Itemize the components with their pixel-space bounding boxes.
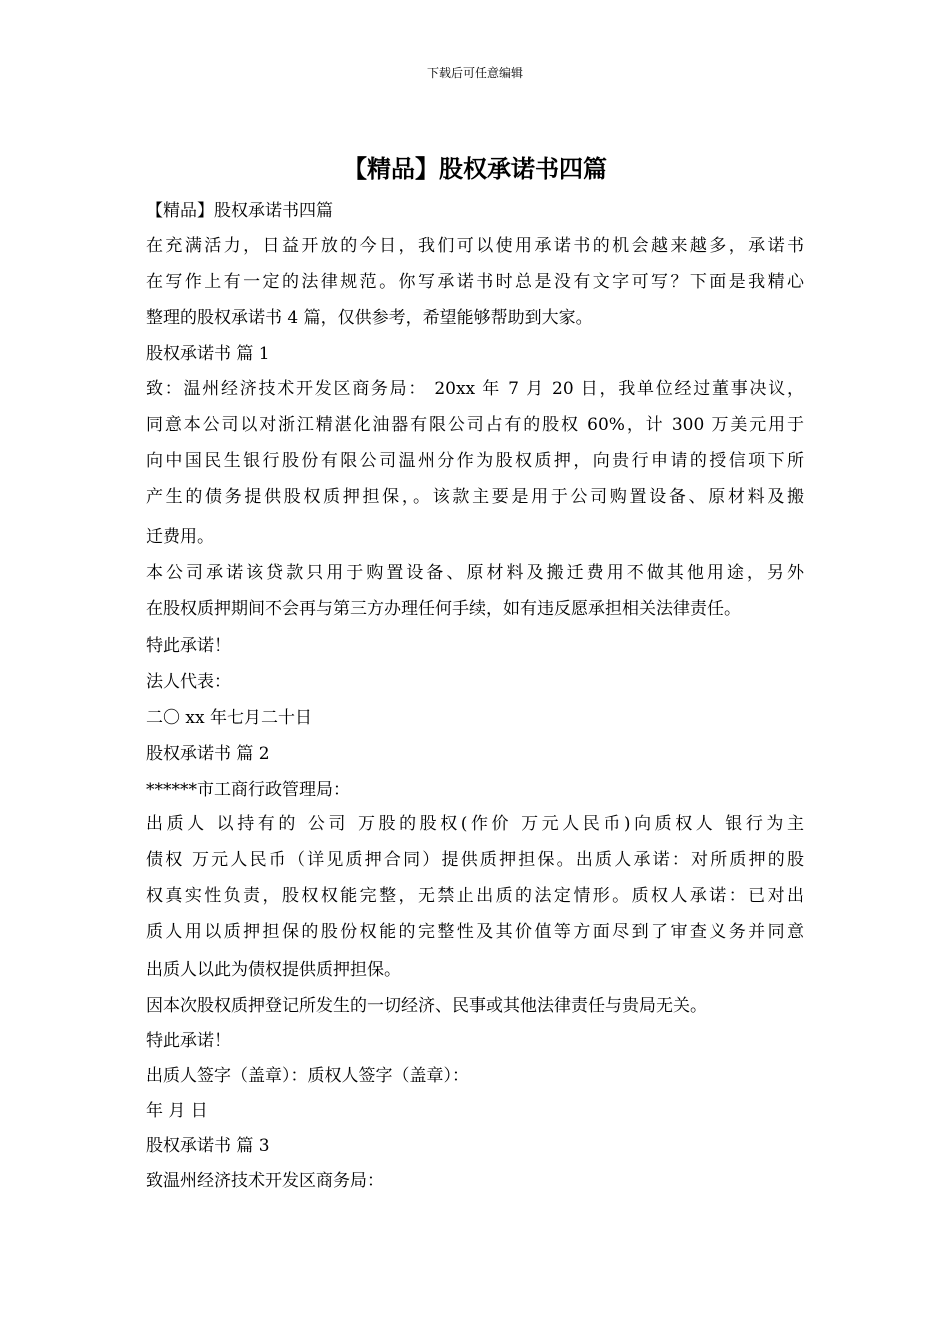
p3-line-3: 权真实性负责，股权权能完整，无禁止出质的法定情形。质权人承诺：已对出 — [146, 886, 804, 906]
addressee-line-3: 致温州经济技术开发区商务局： — [146, 1171, 384, 1191]
p1-line-3: 向中国民生银行股份有限公司温州分作为股权质押，向贵行申请的授信项下所 — [146, 451, 804, 471]
intro-line-3: 整理的股权承诺书 4 篇，仅供参考，希望能够帮助到大家。 — [146, 308, 593, 328]
section-heading-2: 股权承诺书 篇 2 — [146, 744, 270, 764]
p2-line-1: 本公司承诺该贷款只用于购置设备、原材料及搬迁费用不做其他用途，另外 — [146, 563, 804, 583]
signature-line: 出质人签字（盖章）：质权人签字（盖章）： — [146, 1066, 469, 1086]
intro-line-2: 在写作上有一定的法律规范。你写承诺书时总是没有文字可写？下面是我精心 — [146, 272, 804, 292]
p1-line-2: 同意本公司以对浙江精湛化油器有限公司占有的股权 60%，计 300 万美元用于 — [146, 415, 804, 435]
p3-line-4: 质人用以质押担保的股份权能的完整性及其价值等方面尽到了审查义务并同意 — [146, 922, 804, 942]
p1-line-5: 迁费用。 — [146, 527, 214, 547]
addressee-line-2: ******市工商行政管理局： — [146, 780, 350, 800]
p4-line-1: 因本次股权质押登记所发生的一切经济、民事或其他法律责任与贵局无关。 — [146, 996, 707, 1016]
pledge-line-2: 特此承诺！ — [146, 1031, 231, 1051]
pledge-line-1: 特此承诺！ — [146, 636, 231, 656]
date-line-2: 年 月 日 — [146, 1101, 208, 1121]
subtitle-line: 【精品】股权承诺书四篇 — [146, 201, 333, 221]
document-title: 【精品】股权承诺书四篇 — [343, 154, 607, 183]
p3-line-1: 出质人 以持有的 公司 万股的股权(作价 万元人民币)向质权人 银行为主 — [146, 814, 804, 834]
date-line-1: 二〇 xx 年七月二十日 — [146, 708, 312, 728]
p3-line-5: 出质人以此为债权提供质押担保。 — [146, 960, 401, 980]
section-heading-1: 股权承诺书 篇 1 — [146, 344, 270, 364]
p1-line-4: 产生的债务提供股权质押担保，。该款主要是用于公司购置设备、原材料及搬 — [146, 487, 804, 507]
p2-line-2: 在股权质押期间不会再与第三方办理任何手续，如有违反愿承担相关法律责任。 — [146, 599, 741, 619]
intro-line-1: 在充满活力，日益开放的今日，我们可以使用承诺书的机会越来越多，承诺书 — [146, 236, 804, 256]
p3-line-2: 债权 万元人民币（详见质押合同）提供质押担保。出质人承诺：对所质押的股 — [146, 850, 804, 870]
p1-line-1: 致：温州经济技术开发区商务局： 20xx 年 7 月 20 日，我单位经过董事决议， — [146, 379, 804, 399]
header-note: 下载后可任意编辑 — [426, 66, 523, 80]
legal-rep-line: 法人代表： — [146, 672, 231, 692]
section-heading-3: 股权承诺书 篇 3 — [146, 1136, 270, 1156]
